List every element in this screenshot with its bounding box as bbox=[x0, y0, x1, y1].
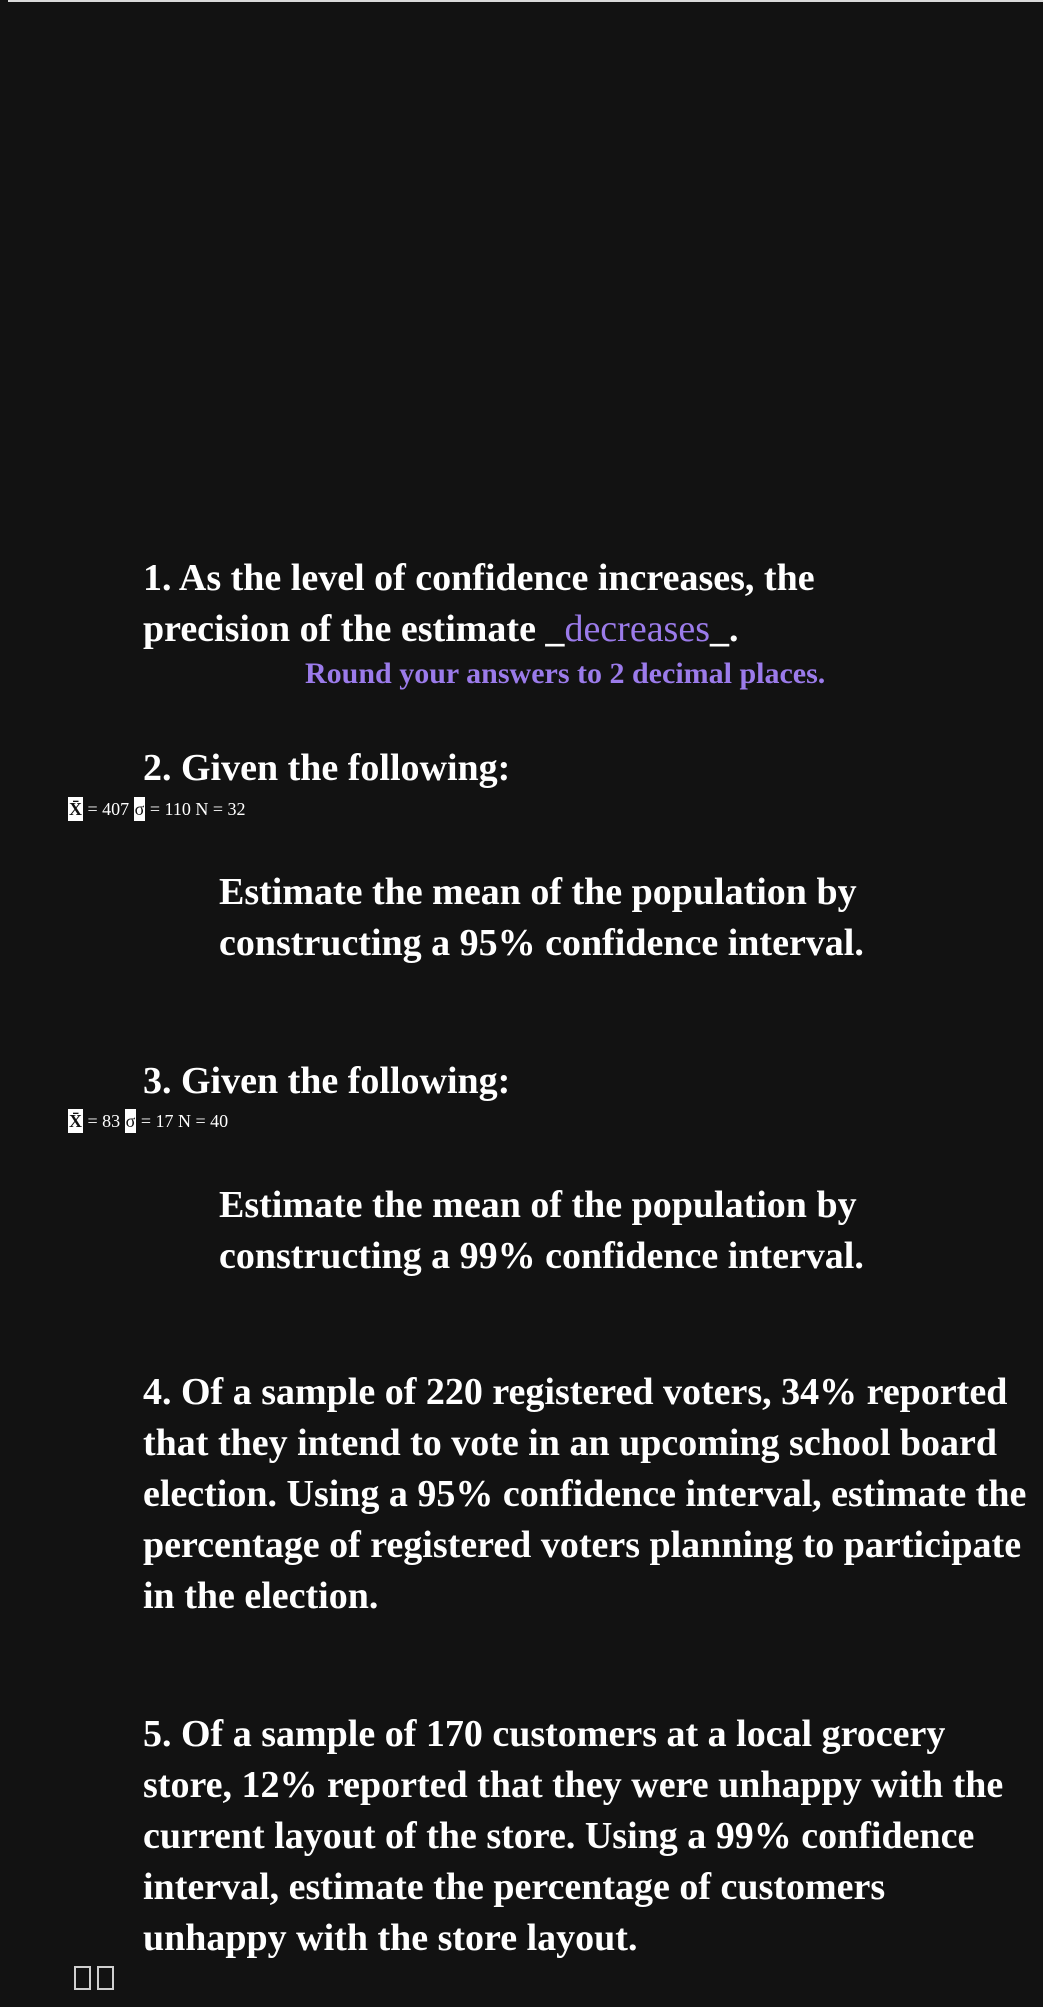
xbar-symbol: X̄ bbox=[69, 799, 82, 819]
question-2-mean: = 407 bbox=[87, 799, 130, 819]
question-3-task: Estimate the mean of the population by constructing a 99% confidence interval. bbox=[219, 1184, 864, 1277]
question-3-sigma-n: = 17 N = 40 bbox=[140, 1111, 229, 1131]
rounding-note: Round your answers to 2 decimal places. bbox=[305, 657, 826, 690]
question-1-prefix: 1. As the level of confidence increases, the precision of the estimate _ bbox=[143, 557, 815, 650]
question-3-mean: = 83 bbox=[87, 1111, 121, 1131]
question-1 bbox=[143, 553, 923, 655]
question-3-heading: 3. Given the following: bbox=[143, 1060, 511, 1102]
question-2-sigma-n: = 110 N = 32 bbox=[149, 799, 246, 819]
xbar-symbol: X̄ bbox=[69, 1111, 82, 1131]
question-4: 4. Of a sample of 220 registered voters, 34% reported that they intend to vote in an upcoming school board election. Using a 95% confidence interval, estimate the percentage of registered voters planning to participate in the election. bbox=[143, 1371, 1027, 1617]
sigma-symbol: σ bbox=[125, 1111, 136, 1131]
question-2-task: Estimate the mean of the population by constructing a 95% confidence interval. bbox=[219, 871, 864, 964]
question-1-suffix: _. bbox=[710, 608, 739, 650]
question-2-values bbox=[68, 797, 246, 821]
question-2-heading: 2. Given the following: bbox=[143, 747, 511, 789]
question-3-values bbox=[68, 1109, 228, 1133]
question-5: 5. Of a sample of 170 customers at a local grocery store, 12% reported that they were unhappy with the current layout of the store. Using a 99% confidence interval, estimate the percentage of customers unhappy with the store layout. bbox=[143, 1713, 1004, 1959]
checkbox-1[interactable] bbox=[74, 1966, 91, 1990]
checkbox-group bbox=[74, 1966, 114, 1990]
checkbox-2[interactable] bbox=[97, 1966, 114, 1990]
sigma-symbol: σ bbox=[134, 799, 145, 819]
question-1-answer: decreases bbox=[564, 608, 710, 650]
top-divider bbox=[8, 0, 1043, 2]
